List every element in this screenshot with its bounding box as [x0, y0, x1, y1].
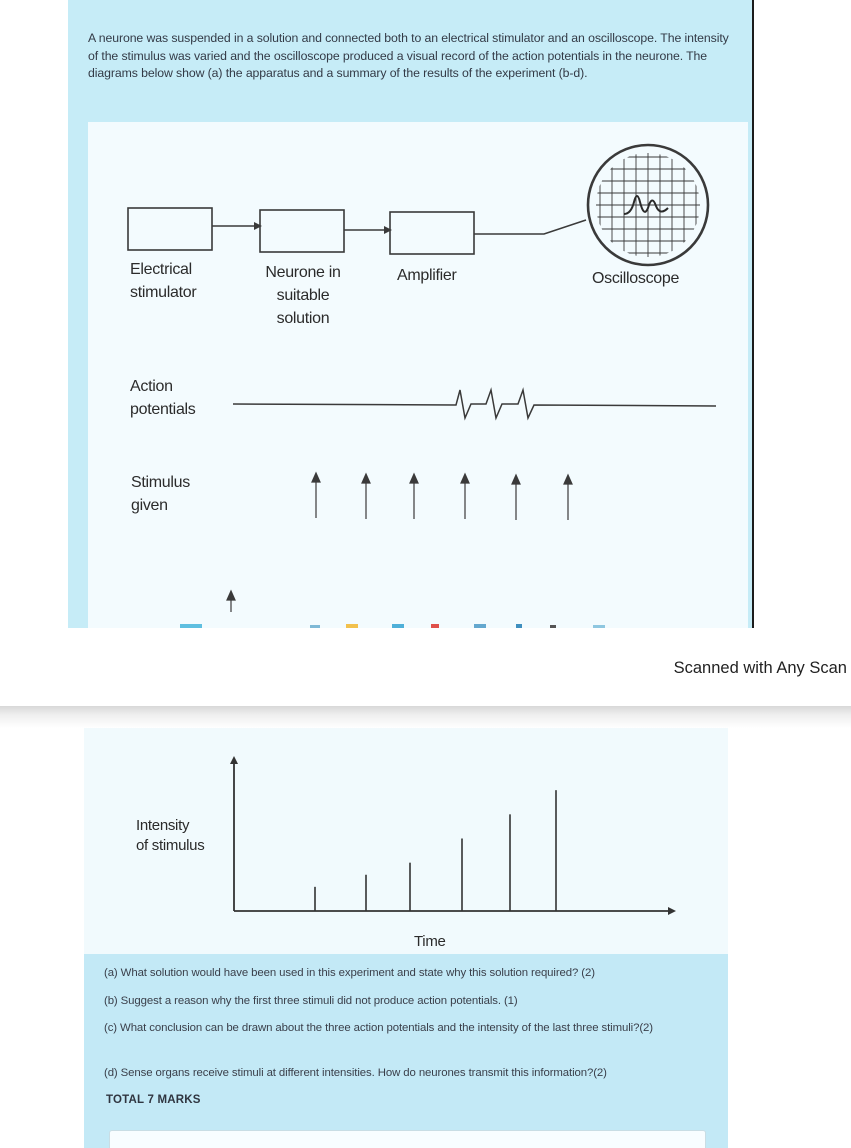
page-separator: [0, 706, 851, 728]
question-c: (c) What conclusion can be drawn about the three action potentials and the intensity of the last three stimuli?(2): [104, 1022, 653, 1034]
chart-xlabel: Time: [414, 933, 446, 950]
stimulator-box: [128, 208, 212, 250]
wire-amp-scope: [474, 220, 586, 234]
neurone-label: Neurone in suitable solution: [265, 264, 341, 327]
question-b: (b) Suggest a reason why the first three stimuli did not produce action potentials. (1): [104, 995, 518, 1007]
stimulus-arrows: [227, 473, 572, 612]
amplifier-box: [390, 212, 474, 254]
y-axis-arrow: [230, 756, 238, 764]
question-d: (d) Sense organs receive stimuli at different intensities. How do neurones transmit this information?(2): [104, 1067, 607, 1079]
stimulator-label: Electrical stimulator: [130, 261, 197, 301]
action-potentials-label: Action potentials: [130, 378, 196, 418]
stimulus-given-label: Stimulus given: [131, 474, 190, 514]
neurone-box: [260, 210, 344, 252]
wire-arrows: [254, 222, 392, 234]
total-marks: TOTAL 7 MARKS: [106, 1094, 201, 1106]
oscilloscope-label: Oscilloscope: [592, 270, 680, 287]
scan-credit: Scanned with Any Scan: [673, 659, 847, 677]
question-a: (a) What solution would have been used in this experiment and state why this solution required? (2): [104, 967, 595, 979]
page-edge: [752, 0, 754, 628]
action-potential-trace: [233, 390, 716, 418]
amplifier-label: Amplifier: [397, 267, 457, 284]
answer-box[interactable]: [109, 1130, 706, 1148]
graph-panel: [84, 728, 728, 954]
chart-ylabel: Intensity of stimulus: [136, 817, 205, 854]
scanned-page-bottom: [84, 728, 728, 1148]
apparatus-diagram: [88, 122, 748, 628]
x-axis-arrow: [668, 907, 676, 915]
intro-paragraph: A neurone was suspended in a solution and connected both to an electrical stimulator and an oscilloscope. The intensity of the stimulus was varied and the oscilloscope produced a visual record of the action potentials in the neurone. The diagrams below show (a) the apparatus and a summary of the results of the experiment (b-d).: [88, 31, 729, 80]
